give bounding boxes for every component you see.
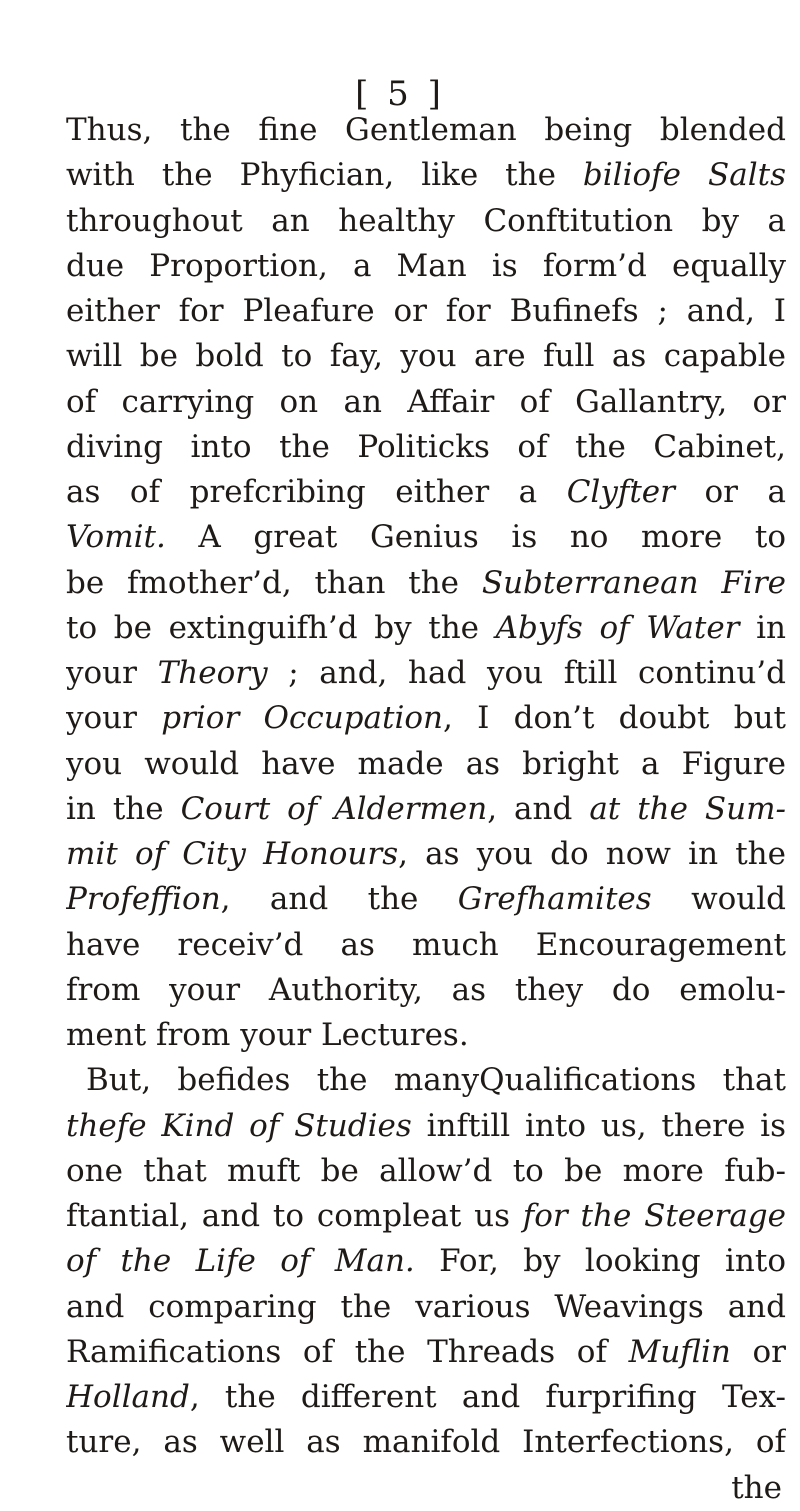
text-line: your Theory ; and, had you ftill continu’d — [66, 655, 786, 691]
catchword: the — [731, 1469, 782, 1506]
text-line: Profeffion, and the Grefhamites would — [66, 881, 786, 918]
text-line: mit of City Honours, as you do now in the — [66, 836, 786, 872]
text-line: of the Life of Man. For, by looking into — [66, 1243, 786, 1280]
text-line: as of prefcribing either a Clyfter or a — [66, 474, 786, 510]
text-line: you would have made as bright a Figure — [66, 745, 786, 782]
text-line: of carrying on an Affair of Gallantry, or — [66, 383, 786, 420]
text-line: from your Authority, as they do emolu- — [66, 971, 786, 1008]
text-line: your prior Occupation, I don’t doubt but — [66, 700, 786, 737]
text-line: thefe Kind of Studies inftill into us, there is — [66, 1107, 786, 1144]
text-line: either for Pleafure or for Bufinefs ; and, I — [66, 293, 786, 329]
text-line: ment from your Lectures. — [66, 1017, 469, 1053]
text-line: due Proportion, a Man is form’d equally — [66, 247, 786, 284]
text-line: throughout an healthy Conftitution by a — [66, 202, 786, 239]
text-line: diving into the Politicks of the Cabinet, — [66, 428, 786, 465]
text-line: in the Court of Aldermen, and at the Sum- — [66, 790, 786, 827]
body-text — [66, 108, 786, 1511]
text-line: and comparing the various Weavings and — [66, 1288, 786, 1325]
text-line: have receiv’d as much Encouragement — [66, 926, 786, 963]
text-line: will be bold to fay, you are full as capable — [66, 338, 786, 375]
text-line: to be extinguifh’d by the Abyfs of Water in — [66, 609, 786, 646]
text-line: But, befides the manyQualifications that — [86, 1062, 786, 1099]
text-line: one that muft be allow’d to be more fub- — [66, 1152, 786, 1189]
text-line: be fmother’d, than the Subterranean Fire — [66, 564, 786, 601]
text-line: Holland, the different and furprifing Tex- — [66, 1379, 786, 1415]
text-line: Vomit. A great Genius is no more to — [66, 519, 786, 556]
text-line: Ramifications of the Threads of Muflin or — [66, 1333, 786, 1370]
page-number: [ 5 ] — [355, 74, 445, 114]
text-line: ture, as well as manifold Interfections, of — [66, 1424, 786, 1461]
text-line: ftantial, and to compleat us for the Steerage — [66, 1198, 786, 1234]
text-line: Thus, the fine Gentleman being blended — [66, 112, 786, 148]
text-line: with the Phyfician, like the biliofe Salts — [66, 157, 786, 194]
